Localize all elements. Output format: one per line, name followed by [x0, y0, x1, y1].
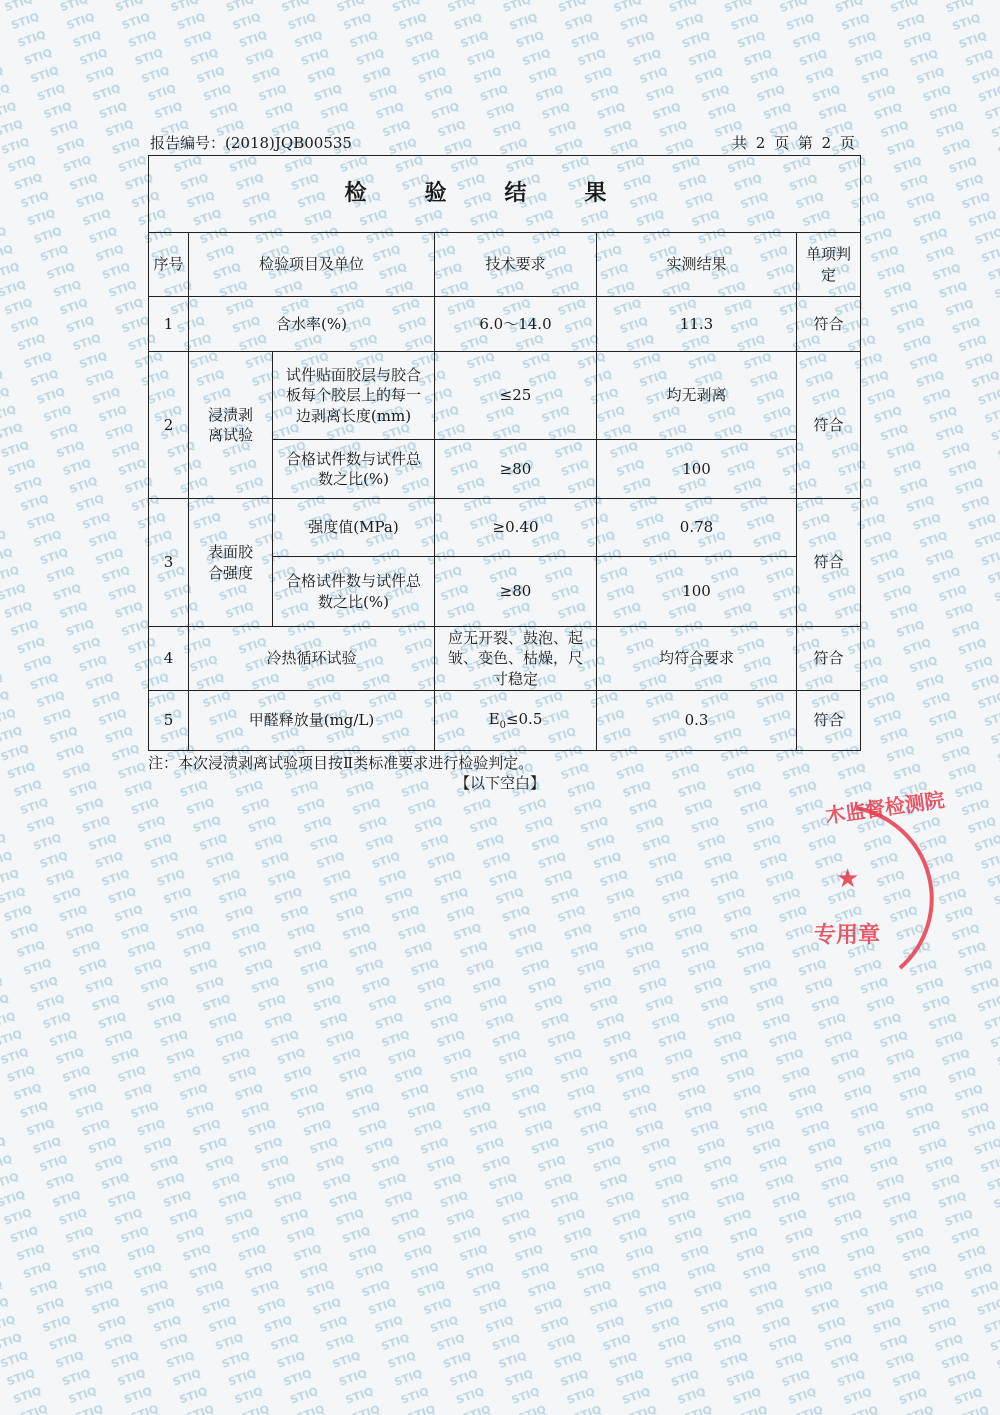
- row-requirement: ≤25: [435, 352, 597, 440]
- row-requirement: ≥0.40: [435, 499, 597, 557]
- table-row: [149, 627, 861, 691]
- header-row: [149, 233, 861, 297]
- row-item: 浸渍剥离试验: [189, 352, 273, 499]
- sub-item: 合格试件数与试件总数之比(%): [273, 440, 435, 499]
- table-title: 检验结果: [149, 156, 861, 233]
- row-result: 0.78: [597, 499, 797, 557]
- row-requirement: ≥80: [435, 557, 597, 627]
- row-requirement: $E_0\le 0.5$: [435, 691, 597, 751]
- row-no: 2: [149, 352, 189, 499]
- row-result: 0.3: [597, 691, 797, 751]
- row-requirement: ≥80: [435, 440, 597, 499]
- row-item: 表面胶合强度: [189, 499, 273, 627]
- seal-bottom-text: 专用章: [814, 923, 881, 948]
- row-result: 均符合要求: [597, 627, 797, 691]
- page-info: 共 2 页 第 2 页: [732, 134, 855, 152]
- seal-arc-text: 木监督检测院: [823, 787, 947, 828]
- sub-item: 强度值(MPa): [273, 499, 435, 557]
- header-verdict: 单项判定: [797, 233, 861, 297]
- header-item: 检验项目及单位: [189, 233, 435, 297]
- row-verdict: 符合: [797, 691, 861, 751]
- table-row: [149, 297, 861, 352]
- report-number: 报告编号：(2018)JQB00535: [150, 134, 352, 152]
- sub-item: 合格试件数与试件总数之比(%): [273, 557, 435, 627]
- row-requirement: 应无开裂、鼓泡、起皱、变色、枯燥，尺寸稳定: [435, 627, 597, 691]
- row-item: 甲醛释放量(mg/L): [189, 691, 435, 751]
- results-table: [148, 155, 861, 751]
- seal-star: ★: [836, 864, 860, 894]
- table-row: [149, 691, 861, 751]
- row-result: 均无剥离: [597, 352, 797, 440]
- header-requirement: 技术要求: [435, 233, 597, 297]
- row-no: 3: [149, 499, 189, 627]
- header-no: 序号: [149, 233, 189, 297]
- row-no: 5: [149, 691, 189, 751]
- row-no: 1: [149, 297, 189, 352]
- row-result: 11.3: [597, 297, 797, 352]
- row-requirement: 6.0～14.0: [435, 297, 597, 352]
- row-verdict: 符合: [797, 297, 861, 352]
- table-note: 注：本次浸渍剥离试验项目按Ⅱ类标准要求进行检验判定。: [148, 754, 534, 772]
- row-verdict: 符合: [797, 627, 861, 691]
- sub-item: 试件贴面胶层与胶合板每个胶层上的每一边剥离长度(mm): [273, 352, 435, 440]
- table-row: [149, 499, 861, 557]
- blank-marker: 【以下空白】: [454, 774, 545, 792]
- row-verdict: 符合: [797, 352, 861, 499]
- row-verdict: 符合: [797, 499, 861, 627]
- row-result: 100: [597, 557, 797, 627]
- row-no: 4: [149, 627, 189, 691]
- table-row: [149, 352, 861, 440]
- row-item: 冷热循环试验: [189, 627, 435, 691]
- header-result: 实测结果: [597, 233, 797, 297]
- row-result: 100: [597, 440, 797, 499]
- official-seal: [800, 787, 947, 982]
- row-item: 含水率(%): [189, 297, 435, 352]
